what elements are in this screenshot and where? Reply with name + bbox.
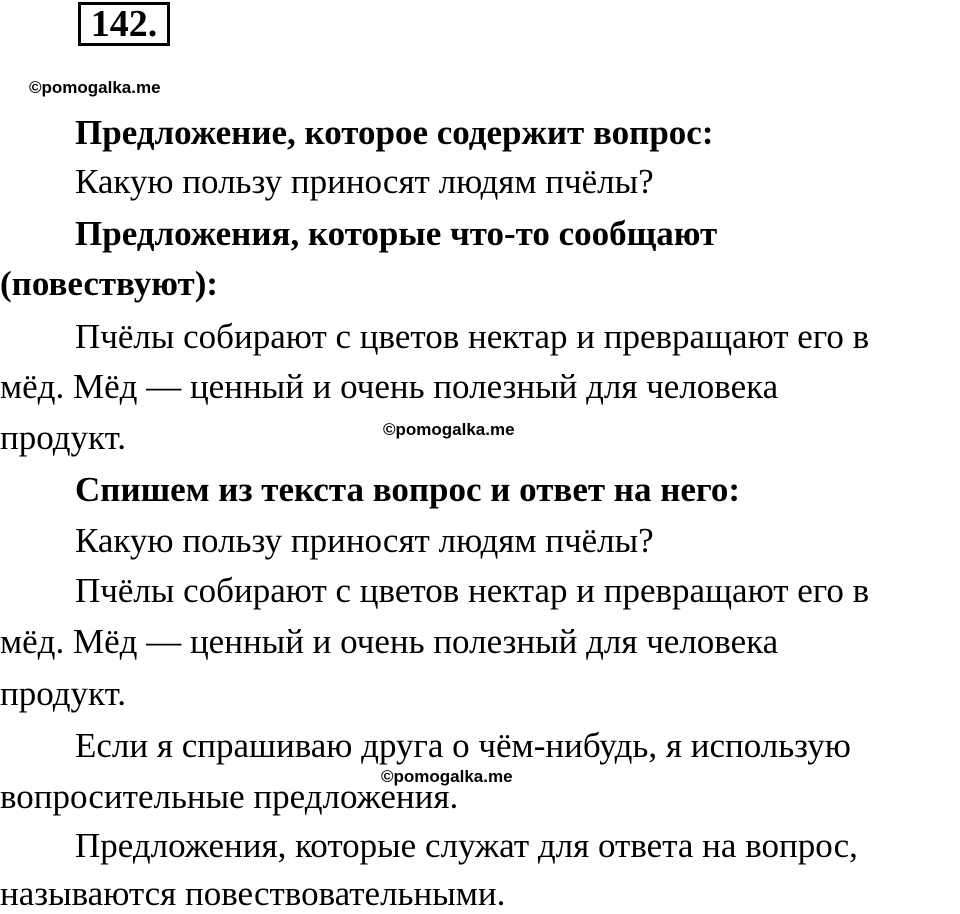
- task-number-box: [78, 2, 170, 46]
- narrative-line2: мёд. Мёд — ценный и очень полезный для человека: [0, 367, 779, 406]
- watermark-top: ©pomogalka.me: [29, 78, 161, 97]
- conclusion-2-line2: называются повествовательными.: [0, 874, 506, 913]
- heading-narrative-line2: (повествуют):: [0, 264, 219, 303]
- heading-narrative-line1: Предложения, которые что-то сообщают: [75, 214, 718, 253]
- narrative-line1: Пчёлы собирают с цветов нектар и превращают его в: [75, 317, 870, 356]
- copied-question: Какую пользу приносят людям пчёлы?: [75, 521, 654, 560]
- watermark-bottom: ©pomogalka.me: [381, 767, 513, 786]
- heading-copy: Спишем из текста вопрос и ответ на него:: [75, 470, 741, 509]
- answer-line1: Пчёлы собирают с цветов нектар и превращают его в: [75, 571, 870, 610]
- conclusion-2-line1: Предложения, которые служат для ответа на вопрос,: [75, 826, 858, 865]
- heading-question: Предложение, которое содержит вопрос:: [75, 113, 714, 152]
- narrative-line3: продукт.: [0, 418, 126, 457]
- answer-line3: продукт.: [0, 674, 126, 713]
- task-number: 142.: [90, 3, 158, 45]
- conclusion-1-line2: вопросительные предложения.: [0, 777, 459, 816]
- conclusion-1-line1: Если я спрашиваю друга о чём-нибудь, я использую: [75, 726, 851, 765]
- answer-line2: мёд. Мёд — ценный и очень полезный для человека: [0, 622, 779, 661]
- question-sentence: Какую пользу приносят людям пчёлы?: [75, 162, 654, 201]
- watermark-middle: ©pomogalka.me: [383, 420, 515, 439]
